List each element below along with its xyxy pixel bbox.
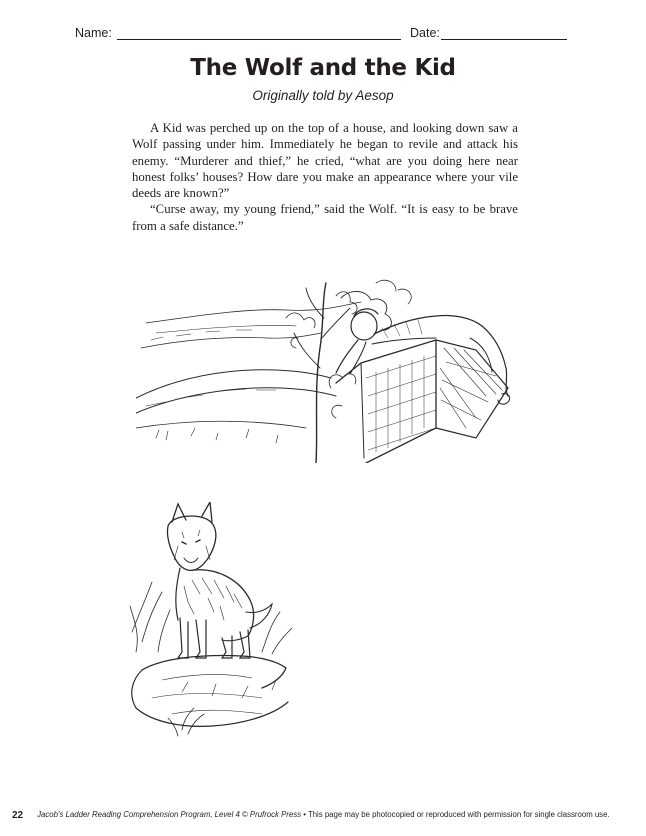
name-label: Name: xyxy=(75,26,112,40)
page-title: The Wolf and the Kid xyxy=(190,55,456,81)
story-paragraph: A Kid was perched up on the top of a house, and looking down saw a Wolf passing under him. Immediately he began to revile and attack his enemy. “Murderer and thief,” he cried, “what are you doing here near honest folks’ houses? How dare you make an appearance where your vile deeds are known?” xyxy=(132,121,518,201)
wolf-illustration xyxy=(122,502,297,740)
name-field[interactable] xyxy=(117,39,401,40)
kid-on-roof-illustration xyxy=(136,278,514,463)
date-field[interactable] xyxy=(441,39,567,40)
page-footer xyxy=(12,810,642,821)
worksheet-header xyxy=(75,22,575,42)
page-number: 22 xyxy=(12,810,24,821)
story-text xyxy=(132,120,518,234)
story-paragraph: “Curse away, my young friend,” said the Wolf. “It is easy to be brave from a safe distance.” xyxy=(132,202,518,233)
footer-notice: • This page may be photocopied or reproduced with permission for single classroom use. xyxy=(301,810,610,819)
footer-source: Jacob’s Ladder Reading Comprehension Program, Level 4 © Prufrock Press xyxy=(37,810,302,819)
date-label: Date: xyxy=(410,26,440,40)
page-subtitle: Originally told by Aesop xyxy=(252,88,394,103)
